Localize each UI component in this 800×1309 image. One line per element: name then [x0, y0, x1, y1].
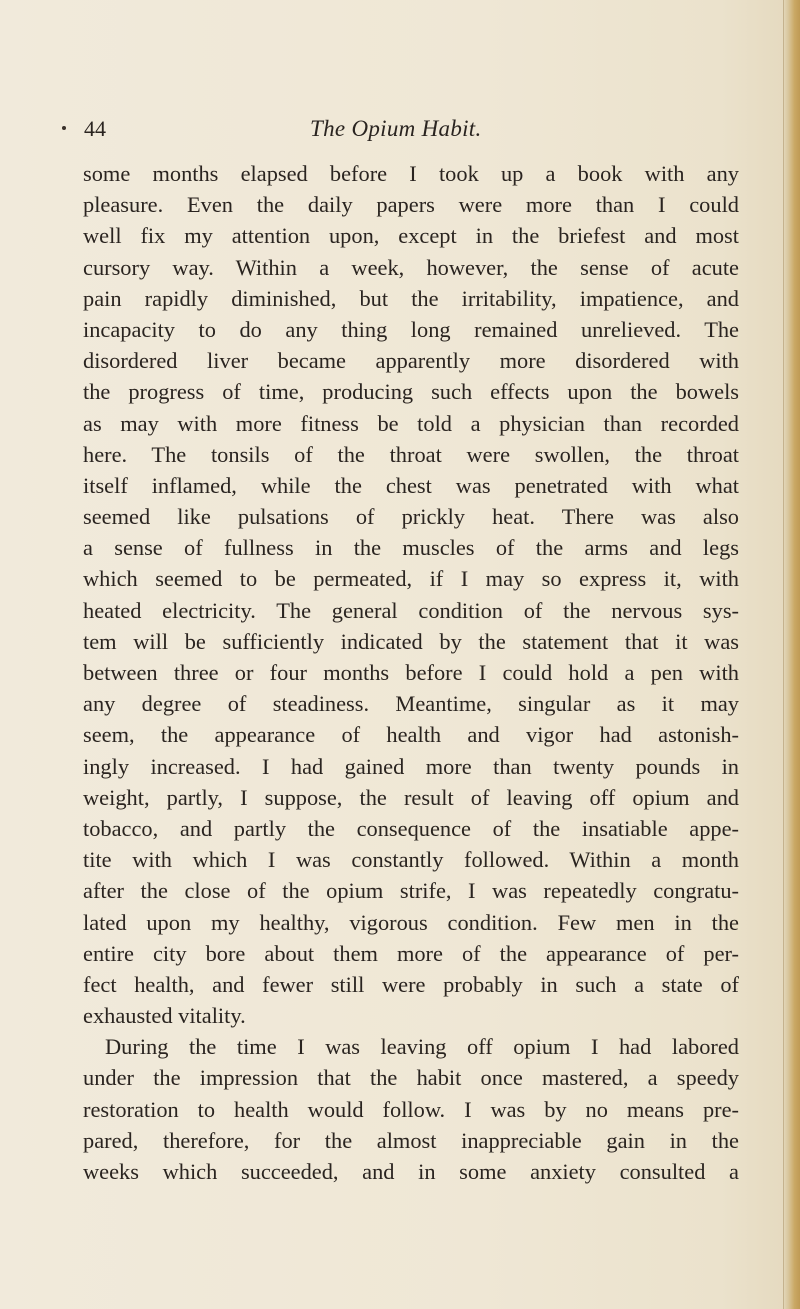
text-line: pain rapidly diminished, but the irritability, impatience, and	[83, 285, 739, 311]
text-line: itself inflamed, while the chest was penetrated with what	[83, 472, 739, 498]
text-line: which seemed to be permeated, if I may so express it, with	[83, 566, 739, 592]
text-line: lated upon my healthy, vigorous condition. Few men in the	[83, 909, 739, 935]
running-title: The Opium Habit.	[310, 116, 482, 141]
text-line: entire city bore about them more of the appearance of per-	[83, 940, 739, 966]
body-text	[83, 158, 739, 1187]
page-edge-line	[783, 0, 784, 1309]
text-line: tobacco, and partly the consequence of the insatiable appe-	[83, 815, 739, 841]
text-line: under the impression that the habit once mastered, a speedy	[83, 1065, 739, 1091]
text-line: During the time I was leaving off opium I had labored	[105, 1034, 739, 1060]
text-line: weeks which succeeded, and in some anxiety consulted a	[83, 1159, 739, 1184]
text-line: restoration to health would follow. I was by no means pre-	[83, 1096, 739, 1122]
text-line: ingly increased. I had gained more than twenty pounds in	[83, 753, 739, 779]
text-line: cursory way. Within a week, however, the sense of acute	[83, 254, 739, 280]
text-line: some months elapsed before I took up a book with any	[83, 161, 739, 186]
page-edge	[782, 0, 800, 1309]
page-header	[62, 116, 702, 146]
text-line: disordered liver became apparently more disordered with	[83, 348, 739, 374]
text-line: heated electricity. The general condition of the nervous sys-	[83, 597, 739, 623]
text-line: pleasure. Even the daily papers were more than I could	[83, 192, 739, 218]
text-line: between three or four months before I could hold a pen with	[83, 660, 739, 685]
text-line: a sense of fullness in the muscles of the arms and legs	[83, 535, 739, 561]
text-line: here. The tonsils of the throat were swollen, the throat	[83, 441, 739, 467]
text-line: seemed like pulsations of prickly heat. There was also	[83, 504, 739, 530]
text-line: well fix my attention upon, except in the briefest and most	[83, 223, 739, 249]
text-line: any degree of steadiness. Meantime, singular as it may	[83, 691, 739, 717]
text-line: pared, therefore, for the almost inappreciable gain in the	[83, 1127, 739, 1153]
text-line: fect health, and fewer still were probably in such a state of	[83, 971, 739, 997]
bullet-mark-icon	[62, 126, 66, 130]
text-line: weight, partly, I suppose, the result of leaving off opium and	[83, 784, 739, 810]
text-line: after the close of the opium strife, I was repeatedly congratu-	[83, 878, 739, 904]
text-line: as may with more fitness be told a physician than recorded	[83, 410, 739, 436]
text-line: the progress of time, producing such effects upon the bowels	[83, 379, 739, 405]
text-line: seem, the appearance of health and vigor had astonish-	[83, 722, 739, 748]
text-line: tem will be sufficiently indicated by the statement that it was	[83, 628, 739, 654]
text-line: tite with which I was constantly followed. Within a month	[83, 847, 739, 873]
text-line: exhausted vitality.	[83, 1003, 246, 1029]
text-line: incapacity to do any thing long remained unrelieved. The	[83, 316, 739, 342]
page-number: 44	[84, 116, 106, 141]
